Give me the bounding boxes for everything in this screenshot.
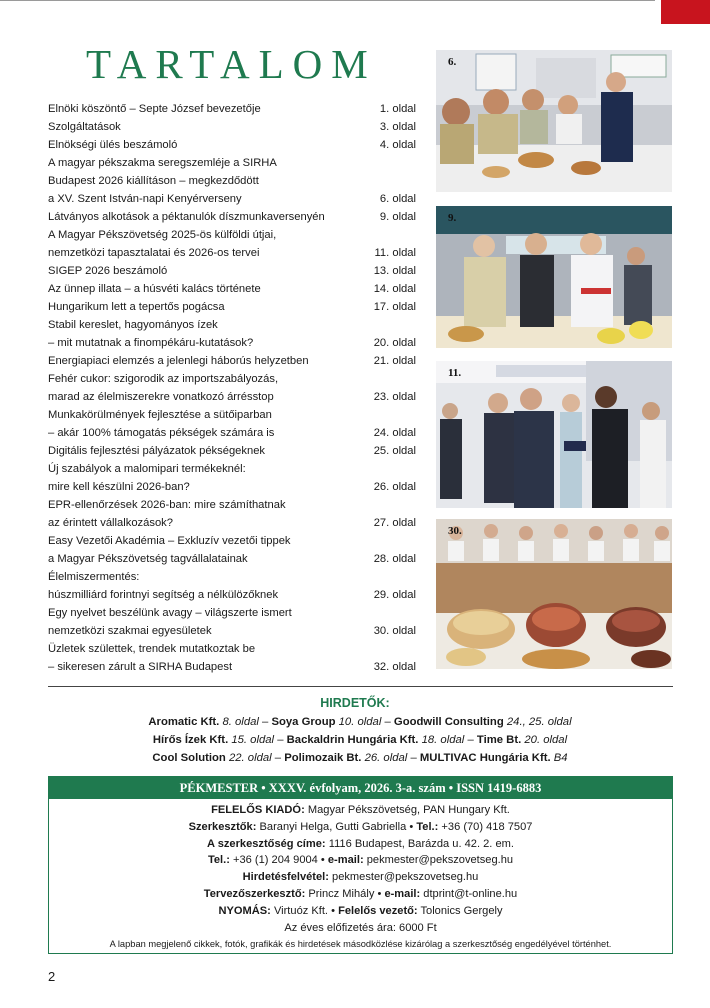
toc-entry-title: marad az élelmiszerekre vonatkozó árrésstop <box>48 391 274 403</box>
imprint-label: e-mail: <box>384 887 421 900</box>
imprint-label: Tel.: <box>416 820 439 833</box>
imprint-label: A szerkesztőség címe: <box>207 837 326 850</box>
imprint-line: Szerkesztők: Baranyi Helga, Gutti Gabriella • Tel.: +36 (70) 418 7507 <box>188 820 533 833</box>
toc-entry-page: 23. oldal <box>373 391 416 403</box>
advertiser-page: 8. oldal <box>222 716 259 728</box>
toc-entry-page: 17. oldal <box>373 301 416 313</box>
imprint-value: pekmester@pekszovetseg.hu <box>366 854 514 867</box>
toc-entry-page: 20. oldal <box>373 337 416 349</box>
toc-entry-title: Munkakörülmények fejlesztése a sütőiparban <box>48 409 272 421</box>
toc-entry <box>48 316 416 352</box>
toc-entry-title: Fehér cukor: szigorodik az importszabályozás, <box>48 373 279 385</box>
advertiser-page: 20. oldal <box>524 734 568 746</box>
photo-11 <box>436 361 672 508</box>
toc-entry-page: 11. oldal <box>374 247 416 259</box>
advertisers-row: Cool Solution 22. oldal – Polimozaik Bt. 26. oldal – MULTIVAC Hungária Kft. B4 <box>152 752 568 764</box>
bakers-pastry-table-photo <box>436 519 672 669</box>
photo-label: 6. <box>448 56 457 68</box>
toc-entry-title: nemzetközi szakmai egyesületek <box>48 625 212 637</box>
toc-entry <box>48 226 416 262</box>
advertiser-name: MULTIVAC Hungária Kft. <box>419 752 551 764</box>
toc-entry <box>48 208 416 226</box>
toc-entry-page: 24. oldal <box>373 427 416 439</box>
toc-entry-page: 9. oldal <box>379 211 416 223</box>
toc-entry <box>48 118 416 136</box>
photo-30 <box>436 519 672 669</box>
toc-entry-page: 13. oldal <box>373 265 416 277</box>
advertiser-name: Goodwill Consulting <box>393 716 504 728</box>
imprint-line: NYOMÁS: Virtuóz Kft. • Felelős vezető: Tolonics Gergely <box>218 904 503 917</box>
advertisers-row: Hírős Ízek Kft. 15. oldal – Backaldrin Hungária Kft. 18. oldal – Time Bt. 20. oldal <box>152 734 568 746</box>
award-handshake-photo <box>436 361 672 508</box>
toc-entry-page: 29. oldal <box>373 589 416 601</box>
toc-entry <box>48 460 416 496</box>
advertiser-page: 24., 25. oldal <box>506 716 572 728</box>
imprint-value: dtprint@t-online.hu <box>423 887 518 900</box>
advertiser-page: 15. oldal <box>231 734 275 746</box>
toc-entry <box>48 280 416 298</box>
top-rule <box>0 0 655 1</box>
toc-entry-title: Szolgáltatások <box>48 121 121 133</box>
imprint-value: pekmester@pekszovetseg.hu <box>332 871 479 884</box>
toc-entry <box>48 370 416 406</box>
toc-entry-page: 14. oldal <box>373 283 416 295</box>
imprint-label: NYOMÁS: <box>218 904 271 917</box>
toc-entry-page: 3. oldal <box>379 121 416 133</box>
imprint-line <box>49 836 672 853</box>
page-title: TARTALOM <box>86 41 377 87</box>
toc-entry-title: nemzetközi tapasztalatai és 2026-os tervei <box>48 247 260 259</box>
toc-entry-title: Hungarikum lett a tepertős pogácsa <box>48 301 225 313</box>
toc-entry <box>48 406 416 442</box>
toc-entry <box>48 262 416 280</box>
toc-entry-title: Easy Vezetői Akadémia – Exkluzív vezetői tippek <box>48 535 291 547</box>
advertiser-name: Time Bt. <box>476 734 522 746</box>
toc-entry <box>48 640 416 676</box>
photo-label: 30. <box>448 525 462 537</box>
imprint-value: Princz Mihály <box>308 887 375 900</box>
advertiser-page: 26. oldal <box>364 752 408 764</box>
toc-entry <box>48 532 416 568</box>
imprint-value: +36 (1) 204 9004 <box>233 854 318 867</box>
advertisers-title: HIRDETŐK: <box>320 696 390 710</box>
imprint-label: Felelős vezető: <box>338 904 418 917</box>
toc-entry-title: a XV. Szent István-napi Kenyérverseny <box>48 193 242 205</box>
advertiser-page: B4 <box>553 752 568 764</box>
toc-entry-title: Látványos alkotások a péktanulók díszmunkaversenyén <box>48 211 325 223</box>
photo-label: 9. <box>448 212 457 224</box>
imprint-label: FELELŐS KIADÓ: <box>211 804 305 816</box>
toc-entry-title: Elnökségi ülés beszámoló <box>48 139 178 151</box>
table-of-contents <box>48 100 416 676</box>
imprint-label: Szerkesztők: <box>188 820 257 833</box>
imprint-lines <box>49 799 672 920</box>
toc-entry-title: Élelmiszermentés: <box>48 571 140 583</box>
toc-entry-title: Egy nyelvet beszélünk avagy – világszerte ismert <box>48 607 292 619</box>
toc-entry-page: 27. oldal <box>373 517 416 529</box>
advertiser-name: Cool Solution <box>152 752 226 764</box>
section-divider <box>48 686 673 687</box>
corner-tab <box>661 0 710 24</box>
toc-entry-title: – sikeresen zárult a SIRHA Budapest <box>48 661 233 673</box>
toc-entry-title: Energiapiaci elemzés a jelenlegi háborús helyzetben <box>48 355 309 367</box>
imprint-box <box>48 776 673 954</box>
toc-entry-title: Digitális fejlesztési pályázatok pékségeknek <box>48 445 266 457</box>
imprint-label: e-mail: <box>327 854 364 867</box>
toc-entry-page: 25. oldal <box>373 445 416 457</box>
imprint-value: Tolonics Gergely <box>420 904 503 917</box>
bread-competition-photo <box>436 50 672 192</box>
toc-entry-title: Budapest 2026 kiállításon – megkezdődött <box>48 175 259 187</box>
imprint-line: Tel.: +36 (1) 204 9004 • e-mail: pekmester@pekszovetseg.hu <box>207 854 514 867</box>
toc-entry <box>48 568 416 604</box>
photo-label: 11. <box>448 367 462 379</box>
subscription-price: Az éves előfizetés ára: 6000 Ft <box>284 921 437 934</box>
toc-entry-page: 4. oldal <box>379 139 416 151</box>
toc-entry <box>48 100 416 118</box>
pastry-judges-photo <box>436 206 672 348</box>
toc-entry-page: 21. oldal <box>373 355 416 367</box>
imprint-value: Magyar Pékszövetség, PAN Hungary Kft. <box>307 804 510 816</box>
toc-entry-title: Az ünnep illata – a húsvéti kalács története <box>48 283 261 295</box>
toc-entry <box>48 154 416 208</box>
toc-entry-title: Elnöki köszöntő – Septe József bevezetője <box>48 103 261 115</box>
photo-6 <box>436 50 672 192</box>
toc-entry-title: húszmilliárd forintnyi segítség a nélkülözőknek <box>48 589 279 601</box>
toc-entry <box>48 442 416 460</box>
toc-entry-page: 6. oldal <box>379 193 416 205</box>
toc-entry-title: az érintett vállalkozások? <box>48 517 173 529</box>
advertiser-page: 22. oldal <box>228 752 272 764</box>
imprint-label: Hirdetésfelvétel: <box>242 871 329 884</box>
toc-entry <box>48 496 416 532</box>
advertiser-name: Aromatic Kft. <box>148 716 220 728</box>
toc-entry <box>48 298 416 316</box>
imprint-value: Virtuóz Kft. <box>273 904 329 917</box>
advertiser-name: Soya Group <box>271 716 336 728</box>
advertiser-page: 10. oldal <box>338 716 382 728</box>
advertiser-name: Backaldrin Hungária Kft. <box>286 734 419 746</box>
toc-entry-title: Új szabályok a malomipari termékeknél: <box>48 463 246 475</box>
toc-entry-page: 26. oldal <box>373 481 416 493</box>
toc-entry-title: a Magyar Pékszövetség tagvállalatainak <box>48 553 248 565</box>
toc-entry <box>48 604 416 640</box>
toc-entry-title: SIGEP 2026 beszámoló <box>48 265 168 277</box>
photo-9 <box>436 206 672 348</box>
imprint-line: Tervezőszerkesztő: Princz Mihály • e-mail: dtprint@t-online.hu <box>203 887 518 900</box>
advertiser-name: Hírős Ízek Kft. <box>152 734 229 746</box>
toc-entry-title: Stabil kereslet, hagyományos ízek <box>48 319 218 331</box>
toc-entry-title: – akár 100% támogatás pékségek számára is <box>48 427 275 439</box>
imprint-header: PÉKMESTER • XXXV. évfolyam, 2026. 3-a. szám • ISSN 1419-6883 <box>49 777 672 799</box>
toc-entry-page: 30. oldal <box>373 625 416 637</box>
copyright-note: A lapban megjelenő cikkek, fotók, grafikák és hirdetések másodközlése kizárólag a szerkesztőség engedélyével történhet. <box>109 939 612 950</box>
imprint-line <box>49 869 672 886</box>
imprint-value: 1116 Budapest, Barázda u. 42. 2. em. <box>328 837 514 850</box>
toc-entry-title: EPR-ellenőrzések 2026-ban: mire számíthatnak <box>48 499 286 511</box>
imprint-line <box>49 802 672 819</box>
toc-entry <box>48 352 416 370</box>
toc-entry-page: 1. oldal <box>379 103 416 115</box>
imprint-label: Tervezőszerkesztő: <box>203 887 306 900</box>
imprint-value: Baranyi Helga, Gutti Gabriella <box>259 820 407 833</box>
toc-entry-page: 32. oldal <box>373 661 416 673</box>
imprint-label: Tel.: <box>207 854 230 867</box>
imprint-value: +36 (70) 418 7507 <box>441 820 533 833</box>
toc-entry-title: Üzletek születtek, trendek mutatkoztak be <box>48 643 256 655</box>
toc-entry <box>48 136 416 154</box>
toc-entry-page: 28. oldal <box>373 553 416 565</box>
advertisers-row: Aromatic Kft. 8. oldal – Soya Group 10. oldal – Goodwill Consulting 24., 25. oldal <box>148 716 572 728</box>
advertiser-page: 18. oldal <box>421 734 465 746</box>
page-number: 2 <box>48 969 56 984</box>
toc-entry-title: mire kell készülni 2026-ban? <box>48 481 190 493</box>
toc-entry-title: A magyar pékszakma seregszemléje a SIRHA <box>48 157 277 169</box>
advertiser-name: Polimozaik Bt. <box>284 752 362 764</box>
toc-entry-title: – mit mutatnak a finompékáru-kutatások? <box>48 337 254 349</box>
toc-entry-title: A Magyar Pékszövetség 2025-ös külföldi útjai, <box>48 229 277 241</box>
